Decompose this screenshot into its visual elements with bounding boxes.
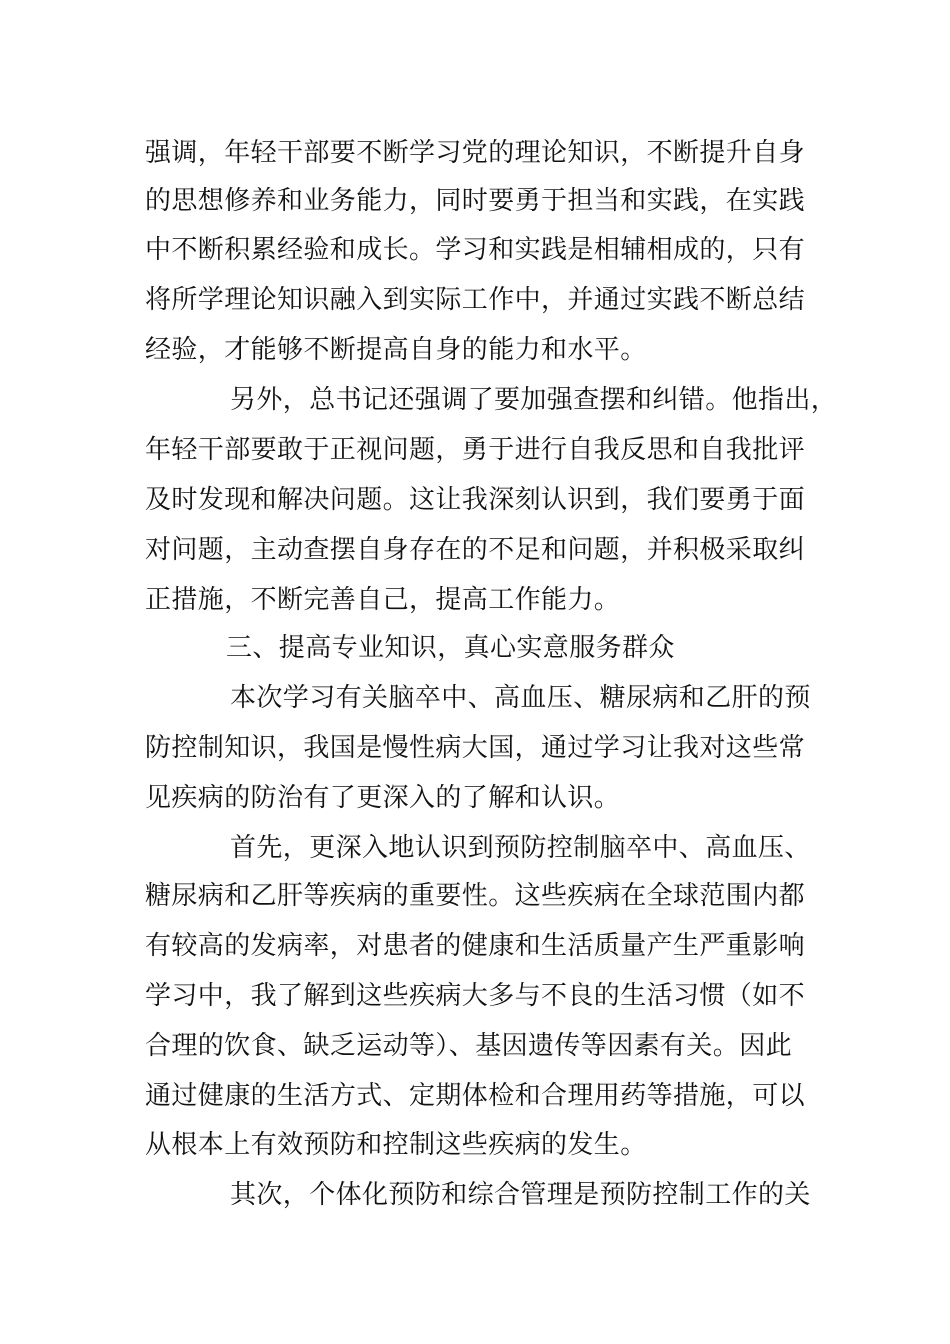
text-line: 见疾病的防治有了更深入的了解和认识。 bbox=[145, 783, 621, 813]
paragraph-first-line: 首先，更深入地认识到预防控制脑卒中、高血压、 bbox=[230, 833, 811, 863]
text-line: 糖尿病和乙肝等疾病的重要性。这些疾病在全球范围内都 bbox=[145, 881, 806, 911]
paragraph-first-line: 本次学习有关脑卒中、高血压、糖尿病和乙肝的预 bbox=[230, 683, 811, 713]
text-line: 的思想修养和业务能力，同时要勇于担当和实践，在实践 bbox=[145, 186, 806, 216]
text-line: 学习中，我了解到这些疾病大多与不良的生活习惯（如不 bbox=[145, 981, 806, 1011]
text-line: 强调，年轻干部要不断学习党的理论知识，不断提升自身 bbox=[145, 138, 806, 168]
text-line: 经验，才能够不断提高自身的能力和水平。 bbox=[145, 335, 647, 365]
text-line: 合理的饮食、缺乏运动等）、基因遗传等因素有关。因此 bbox=[145, 1031, 793, 1061]
text-line: 年轻干部要敢于正视问题，勇于进行自我反思和自我批评 bbox=[145, 435, 806, 465]
section-heading: 三、提高专业知识，真心实意服务群众 bbox=[226, 633, 675, 663]
text-line: 有较高的发病率，对患者的健康和生活质量产生严重影响 bbox=[145, 931, 806, 961]
text-line: 将所学理论知识融入到实际工作中，并通过实践不断总结 bbox=[145, 285, 806, 315]
text-line: 防控制知识，我国是慢性病大国，通过学习让我对这些常 bbox=[145, 733, 806, 763]
text-line: 正措施，不断完善自己，提高工作能力。 bbox=[145, 585, 621, 615]
text-line: 从根本上有效预防和控制这些疾病的发生。 bbox=[145, 1130, 647, 1160]
text-line: 通过健康的生活方式、定期体检和合理用药等措施，可以 bbox=[145, 1081, 806, 1111]
paragraph-first-line: 另外，总书记还强调了要加强查摆和纠错。他指出， bbox=[230, 385, 838, 415]
text-line: 中不断积累经验和成长。学习和实践是相辅相成的，只有 bbox=[145, 235, 806, 265]
paragraph-first-line: 其次，个体化预防和综合管理是预防控制工作的关 bbox=[230, 1180, 811, 1210]
text-line: 对问题，主动查摆自身存在的不足和问题，并积极采取纠 bbox=[145, 535, 806, 565]
text-line: 及时发现和解决问题。这让我深刻认识到，我们要勇于面 bbox=[145, 485, 806, 515]
